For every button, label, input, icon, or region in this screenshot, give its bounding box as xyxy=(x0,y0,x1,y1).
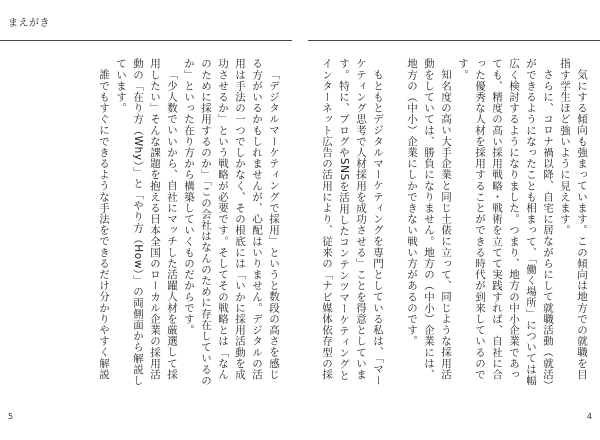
left-page-number: 5 xyxy=(8,412,14,421)
left-paragraph-1: 「デジタルマーケティングで採用」というと数段の高さを感じる方がいるかもしれませんが、心配はいりません。デジタルの活用は手法の一つでしかなく、その根底には「いかに採用活動を成功させるか」という戦略が必要です。そしてその戦略とは「なんのために採用するのか」「この会社はなんのために存在しているのか」といった在り方から構築していくものだからです。 xyxy=(183,58,280,386)
left-page-rule xyxy=(0,40,292,41)
left-paragraph-3: 誰でもすぐにできるような手法をできるだけ分かりやすく解説 xyxy=(98,68,110,380)
chapter-title: まえがき xyxy=(8,18,50,29)
right-page-number: 4 xyxy=(586,412,592,421)
left-page-body xyxy=(96,58,282,388)
right-page-rule xyxy=(308,40,600,41)
right-paragraph-4: もともとデジタルマーケティングを専門としている私は、「マーケティング思考で人材採用を成功させる」ことを得意としています。特に、ブログやSNSを活用したコンテンツマーケティングとインターネット広告の活用により、従来の「ナビ媒体依存型の採 xyxy=(321,58,384,386)
right-paragraph-1: 気にする傾向も強まっています。この傾向は地方での就職を目指す学生ほど強いように見えます。 xyxy=(559,58,588,380)
right-paragraph-3: 知名度の高い大手企業と同じ土俵に立って、同じような採用活動をしていては、勝負になりません。地方の（中小）企業には、地方の（中小）企業にしかできない戦い方があるのです。 xyxy=(406,58,452,380)
right-page-body xyxy=(318,58,590,388)
right-paragraph-2: さらに、コロナ禍以降、自宅に居ながらにして就職活動（就活）ができるようになったことも相まって、「働く場所」については幅広く検討するようになりました。つまり、地方の中小企業であっても、精度の高い採用戦略・戦術を立てて実践すれば、自社に合った優秀な人材を採用することができる時代が到来しているのです。 xyxy=(457,58,554,386)
left-paragraph-2: 「少人数でいいから、自社にマッチした活躍人材を厳選して採用したい」そんな課題を抱える日本全国のローカル企業の採用活動の「在り方（Why）」と「やり方（How）」の両側面から解説しています。 xyxy=(115,58,178,386)
